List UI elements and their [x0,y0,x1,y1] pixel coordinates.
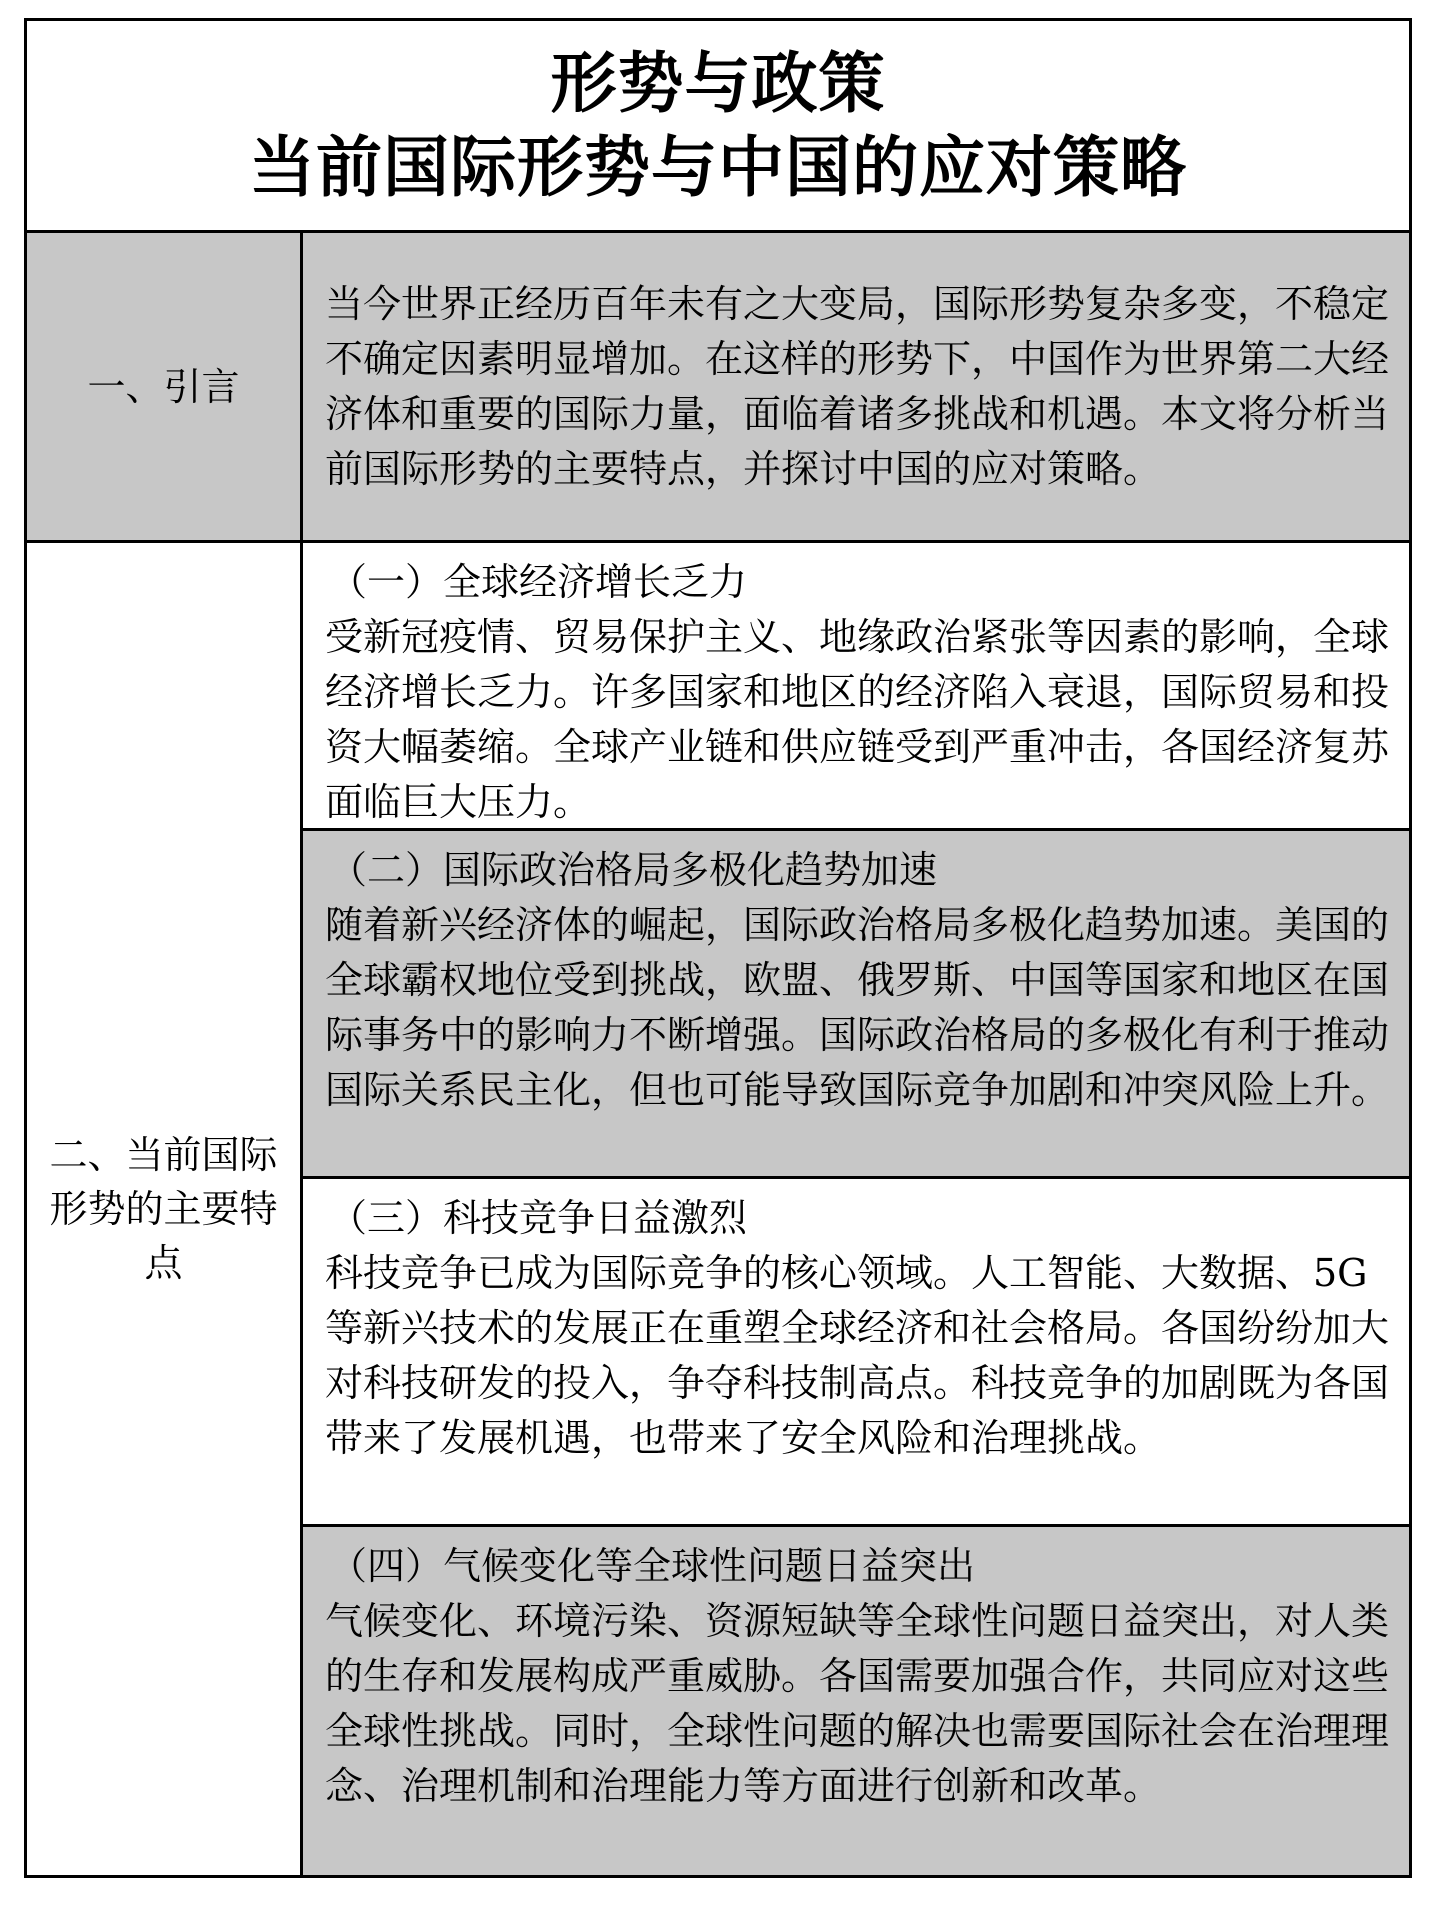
feature-heading: （一）全球经济增长乏力 [329,560,748,604]
feature-body: 气候变化、环境污染、资源短缺等全球性问题日益突出，对人类的生存和发展构成严重威胁。各国需要加强合作，共同应对这些全球性挑战。同时，全球性问题的解决也需要国际社会在治理理念、治理机制和治理能力等方面进行创新和改革。 [325,1599,1390,1808]
features-label-cell [27,543,303,1875]
feature-heading: （二）国际政治格局多极化趋势加速 [329,848,938,892]
intro-label: 一、引言 [87,364,240,409]
intro-text: 当今世界正经历百年未有之大变局，国际形势复杂多变，不稳定不确定因素明显增加。在这样的形势下，中国作为世界第二大经济体和重要的国际力量，面临着诸多挑战和机遇。本文将分析当前国际形势的主要特点，并探讨中国的应对策略。 [325,281,1390,491]
title-block [27,21,1409,233]
feature-body: 科技竞争已成为国际竞争的核心领域。人工智能、大数据、5G 等新兴技术的发展正在重塑全球经济和社会格局。各国纷纷加大对科技研发的投入，争夺科技制高点。科技竞争的加剧既为各国带来了发展机遇，也带来了安全风险和治理挑战。 [325,1251,1390,1460]
feature-body: 随着新兴经济体的崛起，国际政治格局多极化趋势加速。美国的全球霸权地位受到挑战，欧盟、俄罗斯、中国等国家和地区在国际事务中的影响力不断增强。国际政治格局的多极化有利于推动国际关系民主化，但也可能导致国际竞争加剧和冲突风险上升。 [325,903,1390,1112]
document-table [24,18,1412,1878]
feature-section-1 [303,543,1409,831]
title-line-1: 形势与政策 [550,44,886,122]
features-column [303,543,1409,1875]
intro-label-cell [27,233,303,543]
title-line-2: 当前国际形势与中国的应对策略 [249,128,1187,206]
feature-section-3 [303,1179,1409,1527]
feature-heading: （三）科技竞争日益激烈 [329,1196,748,1240]
feature-section-4 [303,1527,1409,1875]
feature-heading: （四）气候变化等全球性问题日益突出 [329,1544,976,1588]
intro-content-cell [303,233,1409,543]
features-label: 二、当前国际形势的主要特点 [49,1133,278,1285]
feature-body: 受新冠疫情、贸易保护主义、地缘政治紧张等因素的影响，全球经济增长乏力。许多国家和地区的经济陷入衰退，国际贸易和投资大幅萎缩。全球产业链和供应链受到严重冲击，各国经济复苏面临巨大压力。 [325,615,1390,824]
feature-section-2 [303,831,1409,1179]
